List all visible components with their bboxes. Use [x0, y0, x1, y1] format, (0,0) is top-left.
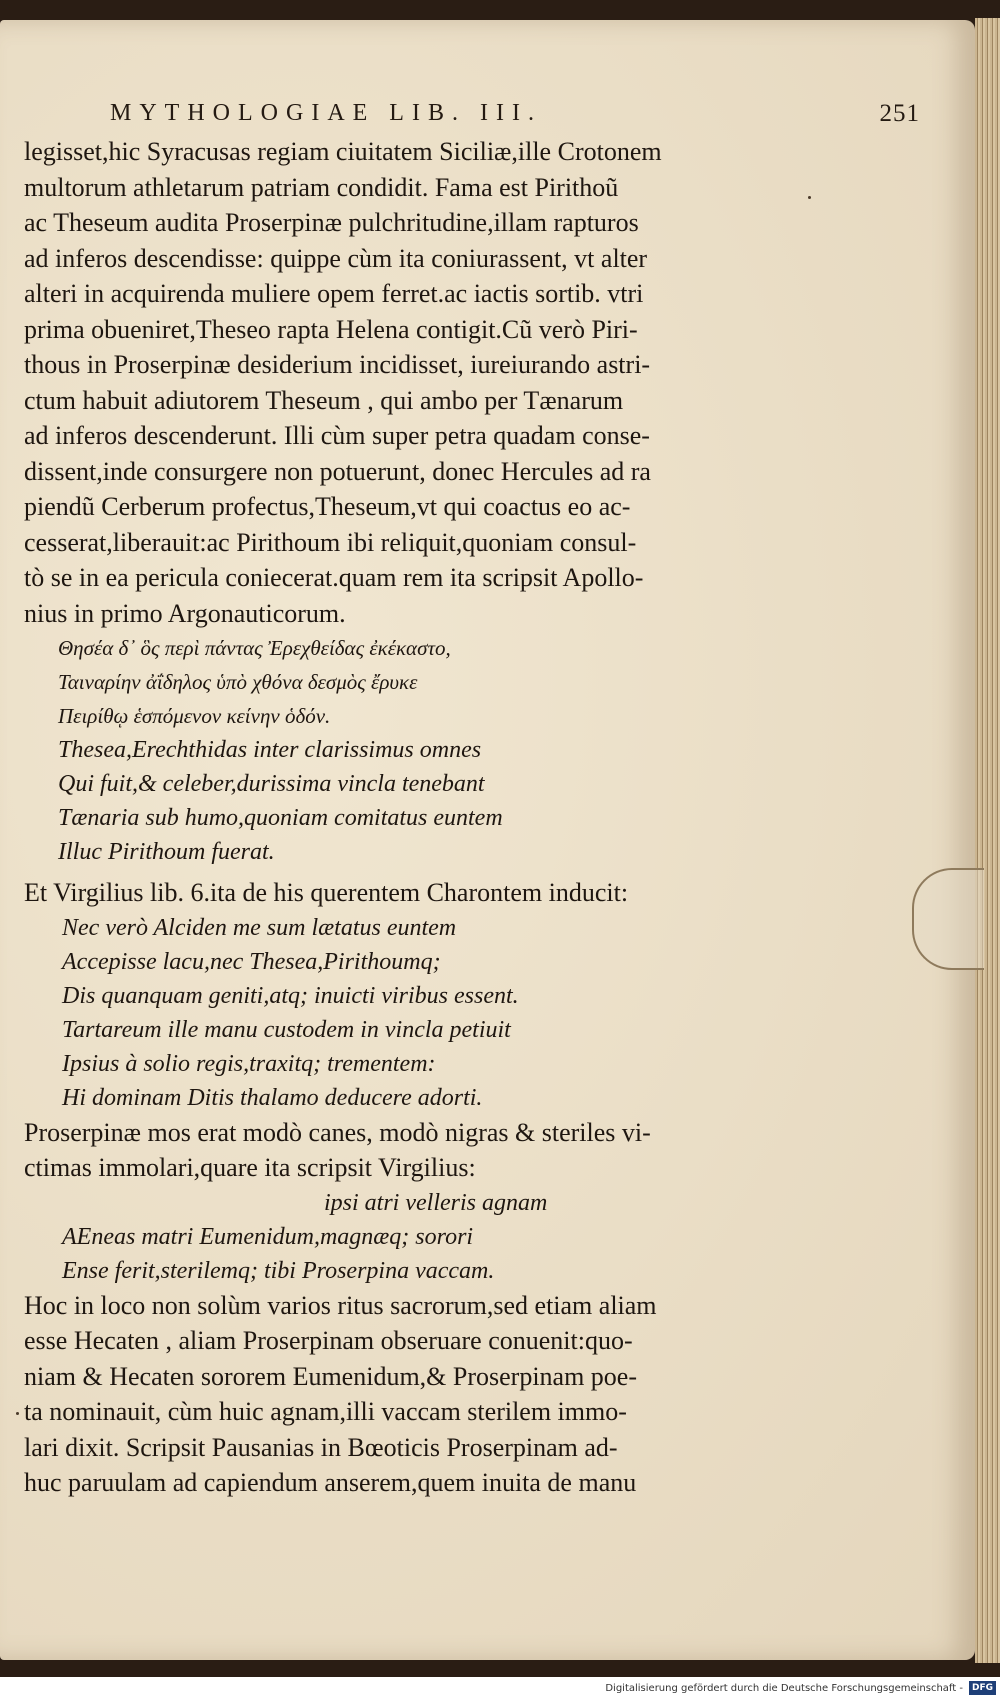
page-number: 251 [879, 100, 920, 127]
dfg-logo: DFG [969, 1681, 996, 1695]
verse-line: Tænaria sub humo,quoniam comitatus euntem [58, 805, 503, 831]
page-text [24, 134, 724, 1501]
verse-line: Dis quanquam geniti,atq; inuicti viribus essent. [62, 982, 519, 1009]
text-line: ta nominauit, cùm huic agnam,illi vaccam sterilem immo- [24, 1397, 627, 1426]
verse-line: AEneas matri Eumenidum,magnæq; sorori [62, 1223, 474, 1250]
text-line: cesserat,liberauit:ac Pirithoum ibi reliquit,quoniam consul- [24, 527, 637, 557]
page-edges [975, 18, 1000, 1663]
virgil-verse-2 [24, 1186, 724, 1288]
text-line: niam & Hecaten sororem Eumenidum,& Proserpinam poe- [24, 1361, 638, 1391]
text-line: tò se in ea pericula coniecerat.quam rem ita scripsit Apollo- [24, 563, 644, 592]
text-line: ad inferos descenderunt. Illi cùm super petra quadam conse- [24, 421, 650, 450]
running-header [110, 100, 930, 128]
verse-line: Nec verò Alciden me sum lætatus euntem [62, 914, 457, 941]
virgil-verse [24, 911, 724, 1115]
paragraph-2 [24, 1115, 724, 1186]
text-line: Hoc in loco non solùm varios ritus sacrorum,sed etiam aliam [24, 1290, 657, 1320]
text-line: alteri in acquirenda muliere opem ferret.ac iactis sortib. vtri [24, 279, 644, 308]
paragraph-3 [24, 1288, 724, 1501]
text-line: huc paruulam ad capiendum anserem,quem inuita de manu [24, 1468, 637, 1497]
verse-line: Accepisse lacu,nec Thesea,Pirithoumq; [62, 948, 441, 975]
verse-line: Thesea,Erechthidas inter clarissimus omnes [58, 737, 482, 763]
text-line: esse Hecaten , aliam Proserpinam obseruare conuenit:quo- [24, 1326, 633, 1355]
text-line: nius in primo Argonauticorum. [24, 598, 346, 628]
text-line: ctimas immolari,quare ita scripsit Virgilius: [24, 1153, 476, 1182]
margin-mark [16, 1412, 19, 1415]
text-line: multorum athletarum patriam condidit. Fama est Pirithoũ [24, 172, 619, 202]
text-line: piendũ Cerberum profectus,Theseum,vt qui coactus eo ac- [24, 492, 631, 521]
running-title: MYTHOLOGIAE LIB. III. [110, 100, 542, 126]
verse-line: ipsi atri velleris agnam [324, 1189, 548, 1216]
verse-line: Illuc Pirithoum fuerat. [58, 839, 275, 865]
text-line: Proserpinæ mos erat modò canes, modò nigras & steriles vi- [24, 1117, 651, 1147]
text-line: legisset,hic Syracusas regiam ciuitatem Siciliæ,ille Crotonem [24, 137, 662, 166]
digitization-footer [0, 1677, 1000, 1701]
page-clip [912, 868, 984, 970]
footer-credit: Digitalisierung gefördert durch die Deutsche Forschungsgemeinschaft - [605, 1683, 963, 1694]
greek-verse-line: Πειρίθῳ ἑσπόμενον κείνην ὁδόν. [58, 704, 331, 728]
greek-verse-line: Ταιναρίην ἀΐδηλος ὑπὸ χθόνα δεσμὸς ἔρυκε [58, 670, 418, 694]
text-line: ac Theseum audita Proserpinæ pulchritudine,illam rapturos [24, 208, 639, 237]
verse-line: Qui fuit,& celeber,durissima vincla tenebant [58, 771, 485, 797]
margin-mark [808, 196, 811, 199]
paragraph-1 [24, 134, 724, 631]
verse-line: Ipsius à solio regis,traxitq; trementem: [62, 1050, 436, 1077]
text-line: ctum habuit adiutorem Theseum , qui ambo per Tænarum [24, 385, 624, 415]
greek-verse-line: Θησέα δ᾽ ὃς περὶ πάντας Ἐρεχθείδας ἐκέκαστο, [58, 636, 451, 660]
text-line: lari dixit. Scripsit Pausanias in Bœoticis Proserpinam ad- [24, 1432, 618, 1462]
verse-line: Ense ferit,sterilemq; tibi Proserpina vaccam. [62, 1257, 495, 1284]
verse-line: Tartareum ille manu custodem in vincla petiuit [62, 1016, 511, 1043]
text-line: prima obueniret,Theseo rapta Helena contigit.Cũ verò Piri- [24, 314, 638, 344]
greek-quotation [24, 631, 724, 733]
text-line: dissent,inde consurgere non potuerunt, donec Hercules ad ra [24, 456, 651, 486]
text-line: ad inferos descendisse: quippe cùm ita coniurassent, vt alter [24, 243, 648, 273]
verse-line: Hi dominam Ditis thalamo deducere adorti. [62, 1084, 483, 1111]
virgil-intro: Et Virgilius lib. 6.ita de his querentem Charontem inducit: [24, 878, 629, 907]
text-line: thous in Proserpinæ desiderium incidisset, iureiurando astri- [24, 350, 651, 379]
latin-verse-translation [24, 733, 724, 869]
